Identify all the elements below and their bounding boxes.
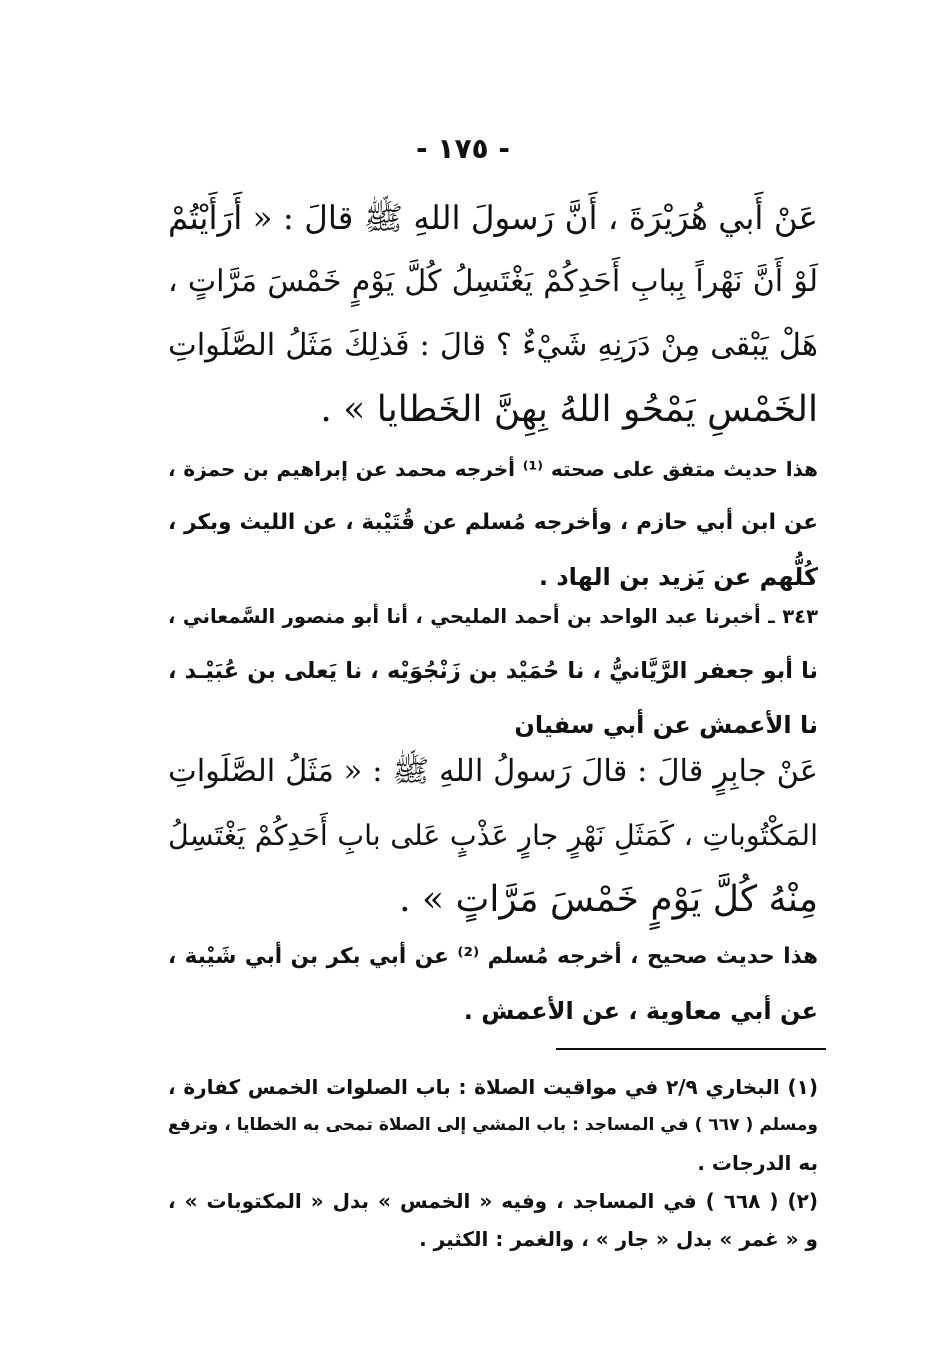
hadith-2-line: مِنْهُ كُلَّ يَوْمٍ خَمْسَ مَرَّاتٍ » . (399, 879, 818, 920)
commentary-line: هذا حديث صحيح ، أخرجه مُسلم ⁽²⁾ عن أبي بكر بن أبي شَيْبة ، (168, 944, 818, 969)
footnote-line: به الدرجات . (697, 1151, 818, 1175)
hadith-2-line: عَنْ جابِرٍ قالَ : قالَ رَسولُ اللهِ ﷺ : « مَثَلُ الصَّلَواتِ (168, 754, 818, 789)
footnotes (168, 1068, 818, 1258)
hadith-1-text (168, 186, 818, 442)
footnote-line: و « غمر » بدل « جار » ، والغمر : الكثير . (419, 1227, 818, 1251)
isnad-line: نا أبو جعفر الرَّيَّانيُّ ، نا حُمَيْد بن زَنْجُوَيْه ، نا يَعلى بن عُبَيْـد ، (168, 658, 818, 684)
hadith-1-line: هَلْ يَبْقى مِنْ دَرَنِهِ شَيْءٌ ؟ قالَ : فَذلِكَ مَثَلُ الصَّلَواتِ (168, 328, 818, 363)
page-number: - ١٧٥ - (415, 132, 511, 165)
commentary-line: عن أبي معاوية ، عن الأعمش . (463, 997, 818, 1025)
footnote-line: ومسلم ( ٦٦٧ ) في المساجد : باب المشي إلى الصلاة تمحى به الخطايا ، وترفع (168, 1115, 818, 1135)
commentary-line: عن ابن أبي حازم ، وأخرجه مُسلم عن قُتَيْبة ، عن الليث وبكر ، (168, 510, 818, 535)
isnad-line: نا الأعمش عن أبي سفيان (514, 711, 818, 739)
commentary-line: كُلُّهم عن يَزيد بن الهاد . (538, 563, 818, 591)
hadith-1-line: عَنْ أَبي هُرَيْرَةَ ، أَنَّ رَسولَ اللهِ ﷺ قالَ : « أَرَأَيْتُمْ (168, 199, 818, 237)
hadith-2-isnad (168, 590, 818, 752)
hadith-1-line: لَوْ أَنَّ نَهْراً بِبابِ أَحَدِكُمْ يَغْتَسِلُ كُلَّ يَوْمٍ خَمْسَ مَرَّاتٍ ، (168, 264, 818, 299)
commentary-line: هذا حديث متفق على صحته ⁽¹⁾ أخرجه محمد عن إبراهيم بن حمزة ، (168, 457, 818, 481)
footnote-line: (٢) ( ٦٦٨ ) في المساجد ، وفيه « الخمس » بدل « المكتوبات » ، (168, 1189, 818, 1213)
hadith-2-commentary (168, 930, 818, 1038)
hadith-1-commentary (168, 442, 818, 604)
footnote-separator (556, 1048, 826, 1050)
hadith-1-line: الخَمْسِ يَمْحُو اللهُ بِهِنَّ الخَطايا » . (320, 389, 818, 430)
hadith-2-line: المَكْتُوباتِ ، كَمَثَلِ نَهْرٍ جارٍ عَذْبٍ عَلى بابِ أَحَدِكُمْ يَغْتَسِلُ (168, 819, 818, 852)
hadith-2-text (168, 740, 818, 932)
isnad-line: ٣٤٣ ـ أخبرنا عبد الواحد بن أحمد المليحي ، أنا أبو منصور السَّمعاني ، (168, 605, 818, 628)
footnote-line: (١) البخاري ٢/٩ في مواقيت الصلاة : باب الصلوات الخمس كفارة ، (168, 1075, 818, 1099)
